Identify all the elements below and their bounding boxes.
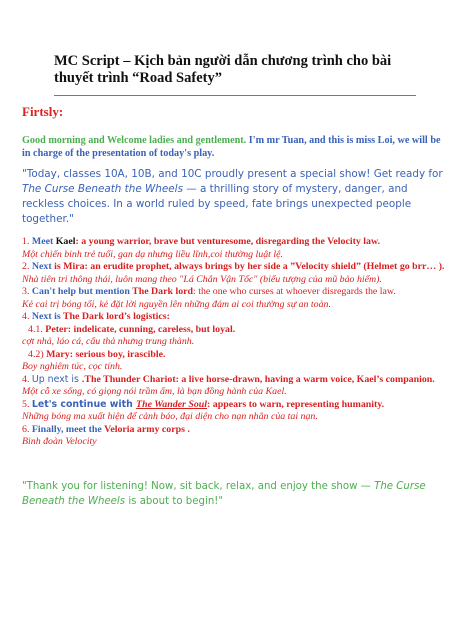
cast-is: is <box>54 261 61 272</box>
cast-name: Veloria army corps <box>104 423 185 435</box>
cast-number: 4. <box>22 373 32 385</box>
cast-name: The Dark lord <box>132 286 194 297</box>
cast-description: : appears to warn, representing humanity. <box>207 398 385 410</box>
announcement-before: "Today, classes 10A, 10B, and 10C proudly present a special show! Get ready for <box>22 168 443 180</box>
cast-description: . <box>184 423 190 435</box>
announcement-play-title: The Curse Beneath the Wheels <box>22 183 183 195</box>
cast-item-veloria <box>22 424 452 437</box>
cast-vietnamese: Một chiến binh trẻ tuổi, gan dạ nhưng liều lĩnh,coi thường luật lệ. <box>22 248 283 260</box>
cast-vietnamese: Boy nghiêm túc, cọc tính. <box>22 361 123 372</box>
cast-name: The Dark lord’s logistics: <box>62 311 170 322</box>
cast-subitem-text: Peter: indelicate, cunning, careless, but loyal. <box>45 323 236 335</box>
cast-subitem-mary <box>22 349 452 362</box>
cast-subitem-number: 4.2) <box>28 348 47 360</box>
cast-lead: Can't help but mention <box>31 286 133 297</box>
announcement-after: — a thrilling story of mystery, danger, and reckless choices. In a world ruled by speed, fate brings unexpected people together." <box>22 183 412 225</box>
cast-vietnamese: Những bóng ma xuất hiện để cảnh báo, đại diện cho nạn nhân của tai nạn. <box>22 411 318 422</box>
cast-list <box>22 236 452 449</box>
cast-name: .The Thunder Chariot <box>81 373 176 385</box>
closing-play-title: The Curse Beneath the Wheels <box>22 481 426 507</box>
cast-number: 2. <box>22 261 32 272</box>
cast-name: Kael <box>55 236 76 247</box>
cast-number: 3. <box>22 286 32 297</box>
cast-description: : a live horse-drawn, having a warm voice, Kael’s companion. <box>175 373 435 385</box>
announcement-paragraph <box>22 167 450 227</box>
cast-vietnamese: Một cỗ xe sống, có giọng nói trầm ấm, là bạn đồng hành của Kael. <box>22 386 287 397</box>
cast-vietnamese: Kẻ cai trị bóng tối, kẻ đặt lời nguyền lên những đám ai coi thường sự an toàn. <box>22 298 331 310</box>
cast-lead: Up next is <box>31 373 82 385</box>
cast-description: : the one who curses at whoever disregards the law. <box>193 286 396 297</box>
intro-paragraph <box>22 134 447 160</box>
cast-description: : an erudite prophet, always brings by her side a ”Velocity shield” (Helmet go brr… ). <box>84 261 445 272</box>
title-divider <box>54 95 416 96</box>
cast-number: 1. <box>22 236 32 247</box>
intro-greeting: Good morning and Welcome ladies and gentlement. <box>22 135 249 146</box>
intro-rest: I'm mr Tuan, and this is miss Loi, we will be in charge of the presentation of today's play. <box>22 135 441 159</box>
cast-item-dark-lord <box>22 286 452 299</box>
cast-lead: Finally, meet the <box>31 423 105 435</box>
cast-item-wander-soul <box>22 399 452 412</box>
cast-item-kael <box>22 236 452 249</box>
section-heading: Firtsly: <box>22 104 64 119</box>
cast-item-mira <box>22 261 452 274</box>
cast-number: 5. <box>22 398 32 410</box>
cast-lead: Next is <box>31 311 63 322</box>
cast-vietnamese: Nhà tiên tri thông thái, luôn mang theo "Lá Chắn Vận Tốc" (biểu tượng của mũ bảo hiểm). <box>22 273 382 285</box>
cast-lead: Let's continue with <box>31 398 137 410</box>
cast-subitem-number: 4.1. <box>28 323 46 335</box>
closing-before: "Thank you for listening! Now, sit back, relax, and enjoy the show — <box>22 481 375 492</box>
cast-number: 4. <box>22 311 32 322</box>
closing-after: is about to begin!" <box>125 495 224 507</box>
cast-lead: Next <box>31 261 55 272</box>
cast-vietnamese: cợt nhả, láo cá, cẩu thả nhưng trung thành. <box>22 336 195 347</box>
cast-lead: Meet <box>31 236 56 247</box>
title-text: MC Script – Kịch bản người dẫn chương trình cho bài thuyết trình “Road Safety” <box>54 53 392 86</box>
cast-item-logistics <box>22 311 452 324</box>
cast-subitem-peter <box>22 324 452 337</box>
cast-subitem-text: Mary: serious boy, irascible. <box>46 348 166 360</box>
cast-vietnamese: Binh đoàn Velocity <box>22 436 97 447</box>
cast-name: Mira <box>60 261 85 272</box>
cast-name: The Wander Soul <box>136 398 208 410</box>
cast-item-thunder-chariot <box>22 374 452 387</box>
document-title <box>54 53 424 87</box>
closing-paragraph <box>22 480 447 509</box>
cast-description: : a young warrior, brave but venturesome, disregarding the Velocity law. <box>75 236 381 247</box>
cast-number: 6. <box>22 423 32 435</box>
